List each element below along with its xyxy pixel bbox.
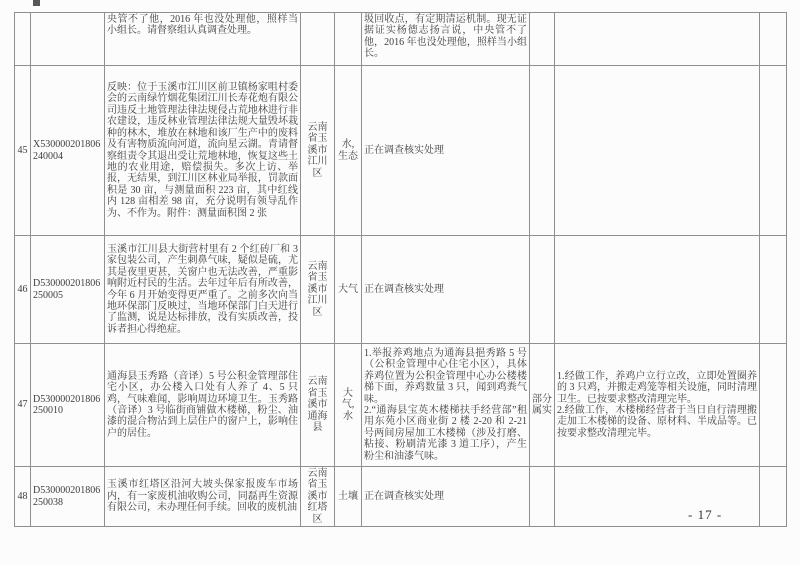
- table-row-44-continued: [15, 13, 787, 66]
- cell-verdict: [530, 467, 555, 527]
- cell-seq: 47: [15, 344, 31, 467]
- cell-seq: 45: [15, 66, 31, 236]
- cell-investigation: 正在调查核实处理: [362, 467, 530, 527]
- cell-resolution: [555, 66, 760, 236]
- cell-investigation: 圾回收点，有定期清运机制。现无证据证实杨德志扬言说，中央管不了他，2016 年也没处理他，照样当小组长。: [362, 13, 530, 66]
- cell-verdict: [530, 236, 555, 344]
- cell-verdict: [530, 66, 555, 236]
- cell-seq: 48: [15, 467, 31, 527]
- cell-seq: [15, 13, 31, 66]
- cell-complaint: 反映：位于玉溪市江川区前卫镇杨家咀村委会的云南绿竹烟花集团江川长寿花炮有限公司违反土地管理法律法规侵占荒地林进行非农建设，违反林业管理法律法规大量毁坏栽种的林木，堆放在林地和该厂生产中的废料及有害物质流向河道，流向星云湖。青请督察组责令其退出受让荒地林地，恢复这些土地的农业用途，赔偿损失。多次上访、举报，无结果，到江川区林业局举报，罚款面积是 30 亩，与测量面积 223 亩，其中红线内 128 亩相差 98 亩，充分说明有领导乱作为、不作为。附件：测量面积图 2 张: [105, 66, 301, 236]
- cell-complaint: 通海县玉秀路（音译）5 号公积金管理部住宅小区，办公楼入口处有人养了 4、5 只鸡，气味难闻，影响周边环境卫生。玉秀路（音译）3 号临街商铺做木楼梯，粉尘、油漆的混合物沾到上层住户的窗户上，影响住户的居住。: [105, 344, 301, 467]
- cell-pollution-type: 水,生态: [335, 66, 362, 236]
- cell-investigation: 正在调查核实处理: [362, 66, 530, 236]
- cell-complaint: 玉溪市江川县大街营村里有 2 个红砖厂和 3 家包装公司，产生刺鼻气味，疑似是硫，尤其是夜里更甚，关窗户也无法改善，严重影响附近村民的生活。去年过年后有所改善，今年 6 月开始变得更严重了。之前多次向当地环保部门反映过，当地环保部门白天进行了监测，说是达标排放，没有实质改善，投诉者担心得绝症。: [105, 236, 301, 344]
- cell-case-id: D530000201806250005: [31, 236, 105, 344]
- cell-complaint: 央管不了他，2016 年也没处理他，照样当小组长。请督察组认真调查处理。: [105, 13, 301, 66]
- page-number: - 17 -: [688, 507, 723, 522]
- resolution-item: 2.经做工作，木楼梯经营者于当日自行清理搬走加工木楼梯的设备、原材料、半成品等。已按要求整改清理完毕。: [557, 405, 757, 439]
- investigation-item: 1.举报养鸡地点为通海县挹秀路 5 号（公积金管理中心住宅小区），具体养鸡位置为公积金管理中心办公楼楼梯下面，养鸡数量 3 只，闻到鸡粪气味。: [364, 347, 527, 405]
- cell-region: 云南省玉溪市江川区: [301, 66, 335, 236]
- cell-resolution: [555, 467, 760, 527]
- cell-extra: [760, 467, 787, 527]
- cell-region: 云南省玉溪市江川区: [301, 236, 335, 344]
- cell-verdict: 部分属实: [530, 344, 555, 467]
- cell-investigation: 正在调查核实处理: [362, 236, 530, 344]
- cell-pollution-type: 大气,水: [335, 344, 362, 467]
- cell-investigation: [362, 344, 530, 467]
- scan-artifact: [33, 0, 40, 6]
- cell-extra: [760, 66, 787, 236]
- cell-extra: [760, 13, 787, 66]
- complaints-table: [14, 12, 787, 527]
- cell-region: 云南省玉溪市通海县: [301, 344, 335, 467]
- table-row-47: [15, 344, 787, 467]
- cell-region: [301, 13, 335, 66]
- cell-verdict: [530, 13, 555, 66]
- table-row-48: [15, 467, 787, 527]
- cell-case-id: D530000201806250038: [31, 467, 105, 527]
- cell-case-id: D530000201806250010: [31, 344, 105, 467]
- cell-pollution-type: [335, 13, 362, 66]
- cell-case-id: [31, 13, 105, 66]
- cell-extra: [760, 236, 787, 344]
- table-row-46: [15, 236, 787, 344]
- cell-resolution: [555, 236, 760, 344]
- cell-case-id: X530000201806240004: [31, 66, 105, 236]
- cell-resolution: [555, 344, 760, 467]
- cell-region: 云南省玉溪市红塔区: [301, 467, 335, 527]
- cell-complaint: 玉溪市红塔区沿河大坡头保家报废车市场内，有一家废机油收购公司，同磊再生资源有限公司，未办理任何手续。回收的废机油: [105, 467, 301, 527]
- resolution-item: 1.经做工作，养鸡户立行立改，立即处置圈养的 3 只鸡，并搬走鸡笼等相关设施，同时清理卫生。已按要求整改清理完毕。: [557, 370, 757, 405]
- investigation-item: 2.“通海县宝英木楼梯扶手经营部”租用东苑小区商业街 2 楼 2-20 和 2-21 号两间房屋加工木楼梯（涉及打磨、粘接、粉刷清光漆 3 道工序），产生粉尘和油漆气味。: [364, 405, 527, 462]
- cell-pollution-type: 土壤: [335, 467, 362, 527]
- table-row-45: [15, 66, 787, 236]
- cell-pollution-type: 大气: [335, 236, 362, 344]
- cell-resolution: [555, 13, 760, 66]
- cell-seq: 46: [15, 236, 31, 344]
- cell-extra: [760, 344, 787, 467]
